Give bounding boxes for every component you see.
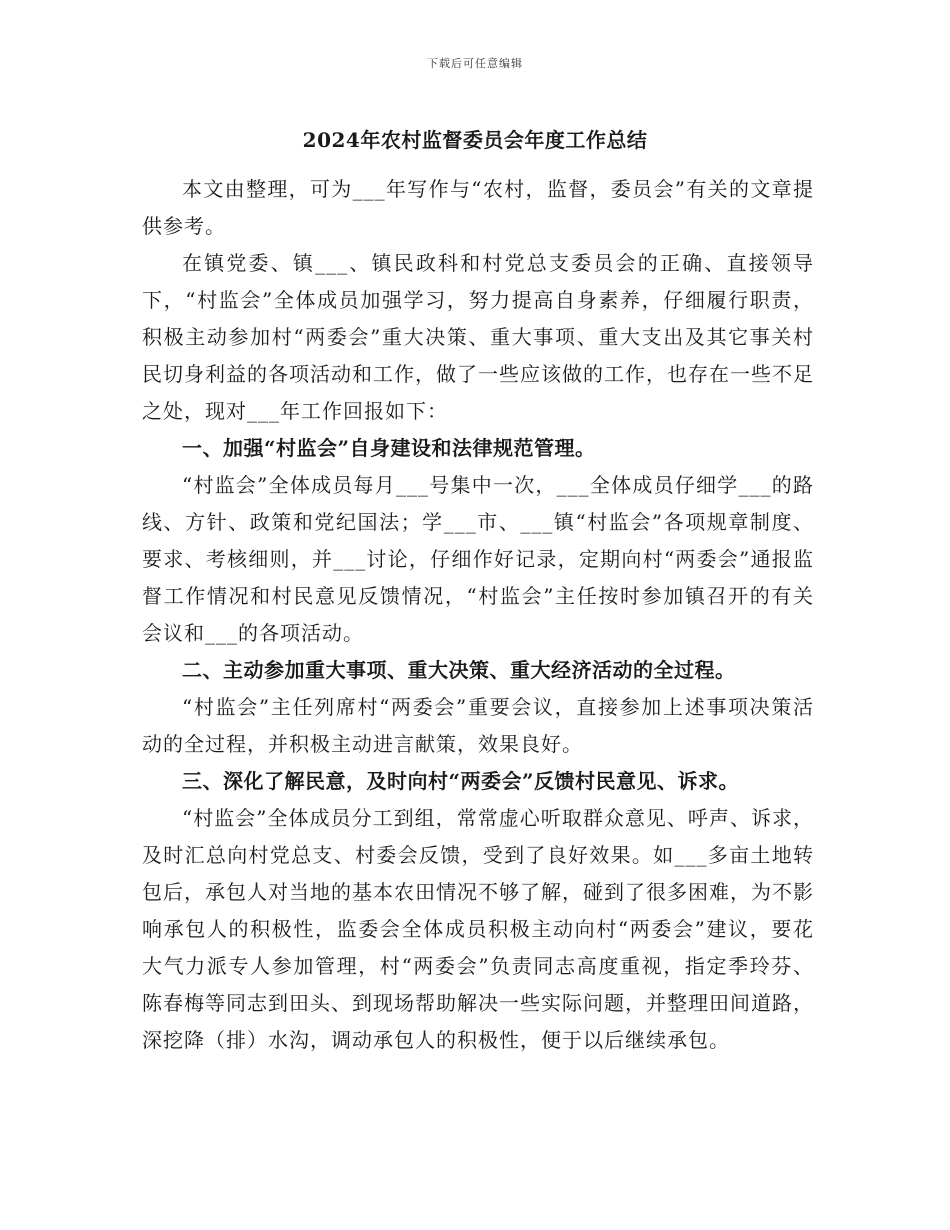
paragraph-section-2: “村监会”主任列席村“两委会”重要会议，直接参加上述事项决策活动的全过程，并积极主动进言献策，效果良好。 [142,695,814,756]
header-note: 下载后可任意编辑 [427,57,523,70]
section-heading-3: 三、深化了解民意，及时向村“两委会”反馈村民意见、诉求。 [182,769,740,793]
paragraph-intro: 本文由整理，可为___年写作与“农村，监督，委员会”有关的文章提供参考。 [142,177,814,238]
section-heading-2: 二、主动参加重大事项、重大决策、重大经济活动的全过程。 [182,658,736,682]
paragraph-overview: 在镇党委、镇___、镇民政科和村党总支委员会的正确、直接领导下，“村监会”全体成员加强学习，努力提高自身素养，仔细履行职责，积极主动参加村“两委会”重大决策、重大事项、重大支出及其它事关村民切身利益的各项活动和工作，做了一些应该做的工作，也存在一些不足之处，现对___年工作回报如下： [142,251,814,423]
section-heading-1: 一、加强“村监会”自身建设和法律规范管理。 [182,436,596,460]
paragraph-section-3: “村监会”全体成员分工到组，常常虚心听取群众意见、呼声、诉求，及时汇总向村党总支、村委会反馈，受到了良好效果。如___多亩土地转包后，承包人对当地的基本农田情况不够了解，碰到了很多困难，为不影响承包人的积极性，监委会全体成员积极主动向村“两委会”建议，要花大气力派专人参加管理，村“两委会”负责同志高度重视，指定季玲芬、陈春梅等同志到田头、到现场帮助解决一些实际问题，并整理田间道路，深挖降（排）水沟，调动承包人的积极性，便于以后继续承包。 [142,806,814,1052]
paragraph-section-1: “村监会”全体成员每月___号集中一次，___全体成员仔细学___的路线、方针、政策和党纪国法；学___市、___镇“村监会”各项规章制度、要求、考核细则，并___讨论，仔细作好记录，定期向村“两委会”通报监督工作情况和村民意见反馈情况，“村监会”主任按时参加镇召开的有关会议和___的各项活动。 [142,473,814,645]
document-body [142,171,814,1059]
document-title: 2024年农村监督委员会年度工作总结 [302,128,648,152]
